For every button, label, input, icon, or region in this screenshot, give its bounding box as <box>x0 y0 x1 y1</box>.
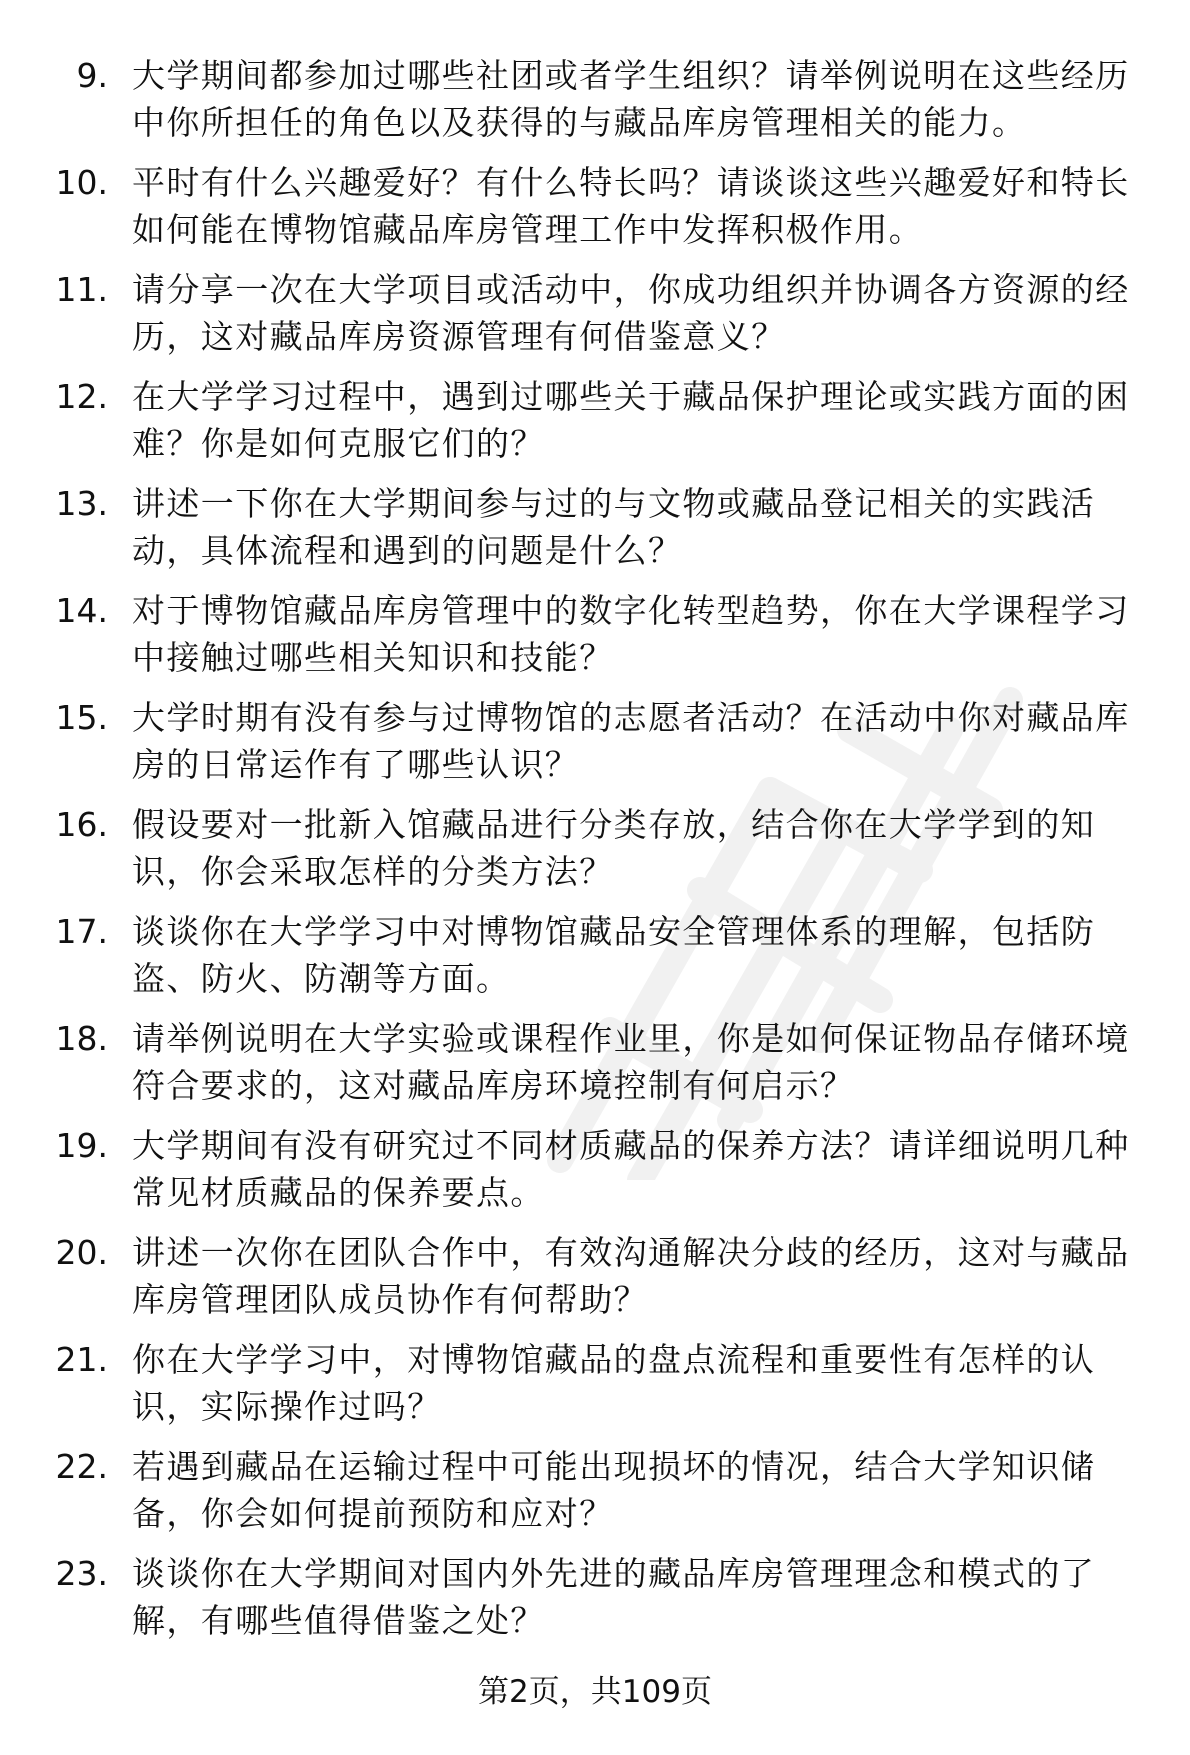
question-item <box>0 587 1190 694</box>
question-text: 讲述一次你在团队合作中，有效沟通解决分歧的经历，这对与藏品库房管理团队成员协作有何帮助？ <box>132 1233 1130 1319</box>
question-number: 21. <box>55 1340 108 1379</box>
question-item <box>0 52 1190 159</box>
question-number: 10. <box>55 163 108 202</box>
question-item <box>0 266 1190 373</box>
question-number: 12. <box>55 377 108 416</box>
question-text: 请分享一次在大学项目或活动中，你成功组织并协调各方资源的经历，这对藏品库房资源管理有何借鉴意义？ <box>132 270 1130 356</box>
question-item <box>0 908 1190 1015</box>
question-text: 假设要对一批新入馆藏品进行分类存放，结合你在大学学到的知识，你会采取怎样的分类方法？ <box>132 805 1096 891</box>
question-item <box>0 1015 1190 1122</box>
question-item <box>0 1336 1190 1443</box>
question-number: 19. <box>55 1126 108 1165</box>
question-item <box>0 480 1190 587</box>
question-number: 9. <box>76 56 108 95</box>
question-item <box>0 801 1190 908</box>
question-text: 若遇到藏品在运输过程中可能出现损坏的情况，结合大学知识储备，你会如何提前预防和应对？ <box>132 1447 1096 1533</box>
question-text: 谈谈你在大学期间对国内外先进的藏品库房管理理念和模式的了解，有哪些值得借鉴之处？ <box>132 1554 1096 1640</box>
page-footer <box>0 1672 1190 1712</box>
question-item <box>0 1122 1190 1229</box>
question-number: 16. <box>55 805 108 844</box>
question-number: 20. <box>55 1233 108 1272</box>
question-number: 18. <box>55 1019 108 1058</box>
question-text: 在大学学习过程中，遇到过哪些关于藏品保护理论或实践方面的困难？你是如何克服它们的？ <box>132 377 1130 463</box>
question-item <box>0 694 1190 801</box>
question-text: 讲述一下你在大学期间参与过的与文物或藏品登记相关的实践活动，具体流程和遇到的问题是什么？ <box>132 484 1096 570</box>
question-number: 17. <box>55 912 108 951</box>
question-item <box>0 373 1190 480</box>
question-text: 对于博物馆藏品库房管理中的数字化转型趋势，你在大学课程学习中接触过哪些相关知识和技能？ <box>132 591 1130 677</box>
question-item <box>0 1550 1190 1657</box>
question-list <box>0 52 1190 1657</box>
question-number: 13. <box>55 484 108 523</box>
question-text: 平时有什么兴趣爱好？有什么特长吗？请谈谈这些兴趣爱好和特长如何能在博物馆藏品库房管理工作中发挥积极作用。 <box>132 163 1130 249</box>
question-text: 大学期间都参加过哪些社团或者学生组织？请举例说明在这些经历中你所担任的角色以及获得的与藏品库房管理相关的能力。 <box>132 56 1130 142</box>
question-number: 11. <box>55 270 108 309</box>
question-text: 谈谈你在大学学习中对博物馆藏品安全管理体系的理解，包括防盗、防火、防潮等方面。 <box>132 912 1096 998</box>
question-number: 22. <box>55 1447 108 1486</box>
question-item <box>0 1443 1190 1550</box>
question-number: 23. <box>55 1554 108 1593</box>
question-text: 大学期间有没有研究过不同材质藏品的保养方法？请详细说明几种常见材质藏品的保养要点。 <box>132 1126 1130 1212</box>
question-item <box>0 159 1190 266</box>
question-text: 你在大学学习中，对博物馆藏品的盘点流程和重要性有怎样的认识，实际操作过吗？ <box>132 1340 1096 1426</box>
question-text: 大学时期有没有参与过博物馆的志愿者活动？在活动中你对藏品库房的日常运作有了哪些认识？ <box>132 698 1130 784</box>
question-text: 请举例说明在大学实验或课程作业里，你是如何保证物品存储环境符合要求的，这对藏品库房环境控制有何启示？ <box>132 1019 1130 1105</box>
question-item <box>0 1229 1190 1336</box>
question-number: 15. <box>55 698 108 737</box>
page-number-label: 第2页，共109页 <box>478 1674 712 1710</box>
question-number: 14. <box>55 591 108 630</box>
